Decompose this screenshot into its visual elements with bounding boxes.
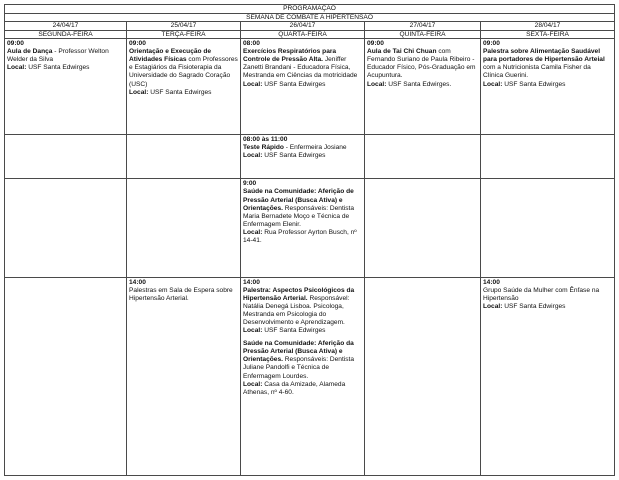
empty-cell bbox=[5, 135, 127, 179]
event-time: 09:00 bbox=[129, 40, 146, 48]
event-description: Jeniffer Zanetti Brandani - Educadora Física, Mestranda em Ciências da motricidade bbox=[243, 56, 358, 80]
empty-cell bbox=[365, 135, 481, 179]
event-monday-morning bbox=[5, 39, 127, 135]
event-time: 14:00 bbox=[483, 278, 500, 286]
local-label: Local: bbox=[243, 380, 263, 388]
event-description: com a Nutricionista Camila Fisher da Clínica Guerini. bbox=[483, 64, 591, 80]
event-description: Responsável: Natália Denegá Lisboa. Psicologa, Mestranda em Psicologia do Desenvolvimento e Aprendizagem. bbox=[243, 294, 350, 327]
event-location: USF Santa Edwirges bbox=[262, 327, 326, 335]
local-label: Local: bbox=[367, 80, 387, 88]
event-wednesday-afternoon bbox=[241, 277, 365, 475]
event-location: USF Santa Edwirges. bbox=[386, 80, 452, 88]
event-wednesday-morning bbox=[241, 39, 365, 135]
event-location: Rua Professor Ayrton Busch, nº 14-41. bbox=[243, 228, 357, 244]
day-tuesday: TERÇA-FEIRA bbox=[127, 30, 241, 39]
event-location: USF Santa Edwirges bbox=[26, 64, 90, 72]
day-friday: SEXTA-FEIRA bbox=[481, 30, 615, 39]
event-time: 14:00 bbox=[243, 278, 260, 286]
event-description: com Professores e Estagiários da Fisioterapia da Universidade do Sagrado Coração (USC) bbox=[129, 56, 238, 88]
event-time: 08:00 bbox=[243, 40, 260, 48]
event-wednesday-community bbox=[241, 179, 365, 277]
event-location: USF Santa Edwirges bbox=[262, 152, 326, 160]
event-title: Orientação e Execução de Atividades Físicas bbox=[129, 48, 212, 64]
empty-cell bbox=[5, 277, 127, 475]
event-time: 9:00 bbox=[243, 180, 257, 188]
event-description: - Enfermeira Josiane bbox=[283, 144, 347, 152]
event-tuesday-morning bbox=[127, 39, 241, 135]
local-label: Local: bbox=[243, 327, 263, 335]
date-monday: 24/04/17 bbox=[5, 22, 127, 31]
event-title: Teste Rápido bbox=[243, 144, 284, 152]
schedule-table bbox=[4, 4, 615, 476]
empty-cell bbox=[127, 135, 241, 179]
day-thursday: QUINTA-FEIRA bbox=[365, 30, 481, 39]
event-title: Palestra sobre Alimentação Saudável para portadores de Hipertensão Arteial bbox=[483, 48, 605, 64]
event-time: 14:00 bbox=[129, 278, 146, 286]
event-friday-morning bbox=[481, 39, 615, 135]
date-tuesday: 25/04/17 bbox=[127, 22, 241, 31]
event-time: 09:00 bbox=[7, 40, 24, 48]
empty-cell bbox=[365, 179, 481, 277]
event-title: Aula de Tai Chi Chuan bbox=[367, 48, 437, 56]
day-monday: SEGUNDA-FEIRA bbox=[5, 30, 127, 39]
event-title: Saúde na Comunidade: Aferição de Pressão Arterial (Busca Ativa) e Orientações. bbox=[243, 188, 354, 212]
local-label: Local: bbox=[483, 80, 503, 88]
event-description: Palestras em Sala de Espera sobre Hipertensão Arterial. bbox=[129, 286, 233, 302]
local-label: Local: bbox=[243, 80, 263, 88]
schedule-title: PROGRAMAÇÃO bbox=[5, 5, 615, 14]
local-label: Local: bbox=[483, 302, 503, 310]
event-description: Grupo Saúde da Mulher com Ênfase na Hipertensão bbox=[483, 286, 600, 302]
event-title: Exercícios Respiratórios para Controle de Pressão Alta. bbox=[243, 48, 337, 64]
event-location: USF Santa Edwirges bbox=[502, 302, 566, 310]
event-title: Aula de Dança bbox=[7, 48, 53, 56]
event-time: 08:00 às 11:00 bbox=[243, 136, 288, 144]
empty-cell bbox=[5, 179, 127, 277]
date-wednesday: 26/04/17 bbox=[241, 22, 365, 31]
schedule-subtitle: SEMANA DE COMBATE A HIPERTENSÃO bbox=[5, 13, 615, 22]
event-wednesday-rapid-test bbox=[241, 135, 365, 179]
local-label: Local: bbox=[243, 152, 263, 160]
event-title: Palestra: Aspectos Psicológicos da Hipertensão Arterial. bbox=[243, 286, 355, 302]
event-tuesday-afternoon bbox=[127, 277, 241, 475]
date-friday: 28/04/17 bbox=[481, 22, 615, 31]
empty-cell bbox=[481, 179, 615, 277]
date-thursday: 27/04/17 bbox=[365, 22, 481, 31]
event-title: Saúde na Comunidade: Aferição da Pressão Arterial (Busca Ativa) e Orientações. bbox=[243, 340, 354, 364]
event-location: Casa da Amizade, Alameda Athenas, nº 4-60. bbox=[243, 380, 346, 396]
event-description: - Professor Welton Welder da Silva bbox=[7, 48, 109, 64]
event-location: USF Santa Edwirges bbox=[148, 88, 212, 96]
event-description: Responsáveis: Dentista Maria Bernadete Moço e Técnica de Enfermagem Elenir. bbox=[243, 204, 355, 228]
event-time: 09:00 bbox=[367, 40, 384, 48]
empty-cell bbox=[365, 277, 481, 475]
local-label: Local: bbox=[7, 64, 27, 72]
empty-cell bbox=[481, 135, 615, 179]
event-thursday-morning bbox=[365, 39, 481, 135]
event-description: com Fernando Suriano de Paula Ribeiro - Educador Físico, Pós-Graduação em Acupuntura. bbox=[367, 48, 476, 80]
event-location: USF Santa Edwirges bbox=[262, 80, 326, 88]
empty-cell bbox=[127, 179, 241, 277]
event-description: Responsáveis: Dentista Juliane Pandolfi e Técnica de Enfermagem Lourdes. bbox=[243, 356, 355, 380]
local-label: Local: bbox=[129, 88, 149, 96]
local-label: Local: bbox=[243, 228, 263, 236]
event-time: 09:00 bbox=[483, 40, 500, 48]
event-location: USF Santa Edwirges bbox=[502, 80, 566, 88]
event-friday-afternoon bbox=[481, 277, 615, 475]
day-wednesday: QUARTA-FEIRA bbox=[241, 30, 365, 39]
